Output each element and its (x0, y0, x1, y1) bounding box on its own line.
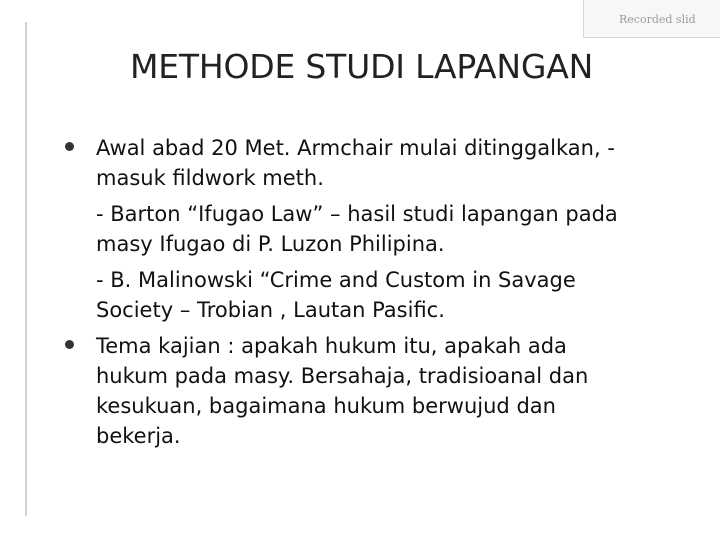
text-line: kesukuan, bagaimana hukum berwujud dan (96, 394, 556, 418)
slide-title: METHODE STUDI LAPANGAN (130, 47, 594, 86)
bullet-item-fieldwork (60, 133, 700, 325)
text-line: - B. Malinowski “Crime and Custom in Savage (96, 268, 576, 292)
text-line: - Barton “Ifugao Law” – hasil studi lapangan pada (96, 202, 618, 226)
sub-paragraph-barton (96, 199, 700, 259)
text-line: masuk fildwork meth. (96, 166, 324, 190)
bullet-icon (65, 142, 74, 151)
bullet-icon (65, 340, 74, 349)
recorded-slide-tab[interactable] (583, 0, 720, 38)
bullet-paragraph (96, 133, 700, 193)
recorded-slide-label: Recorded slid (619, 13, 696, 26)
text-line: masy Ifugao di P. Luzon Philipina. (96, 232, 445, 256)
text-line: hukum pada masy. Bersahaja, tradisioanal dan (96, 364, 589, 388)
sub-paragraph-malinowski (96, 265, 700, 325)
text-line: Society – Trobian , Lautan Pasific. (96, 298, 445, 322)
text-line: Tema kajian : apakah hukum itu, apakah ada (96, 334, 567, 358)
text-line: bekerja. (96, 424, 181, 448)
slide-left-border (25, 22, 27, 516)
bullet-item-tema-kajian (60, 331, 700, 451)
text-line: Awal abad 20 Met. Armchair mulai ditinggalkan, - (96, 136, 615, 160)
bullet-list (60, 133, 700, 457)
bullet-paragraph (96, 331, 700, 451)
